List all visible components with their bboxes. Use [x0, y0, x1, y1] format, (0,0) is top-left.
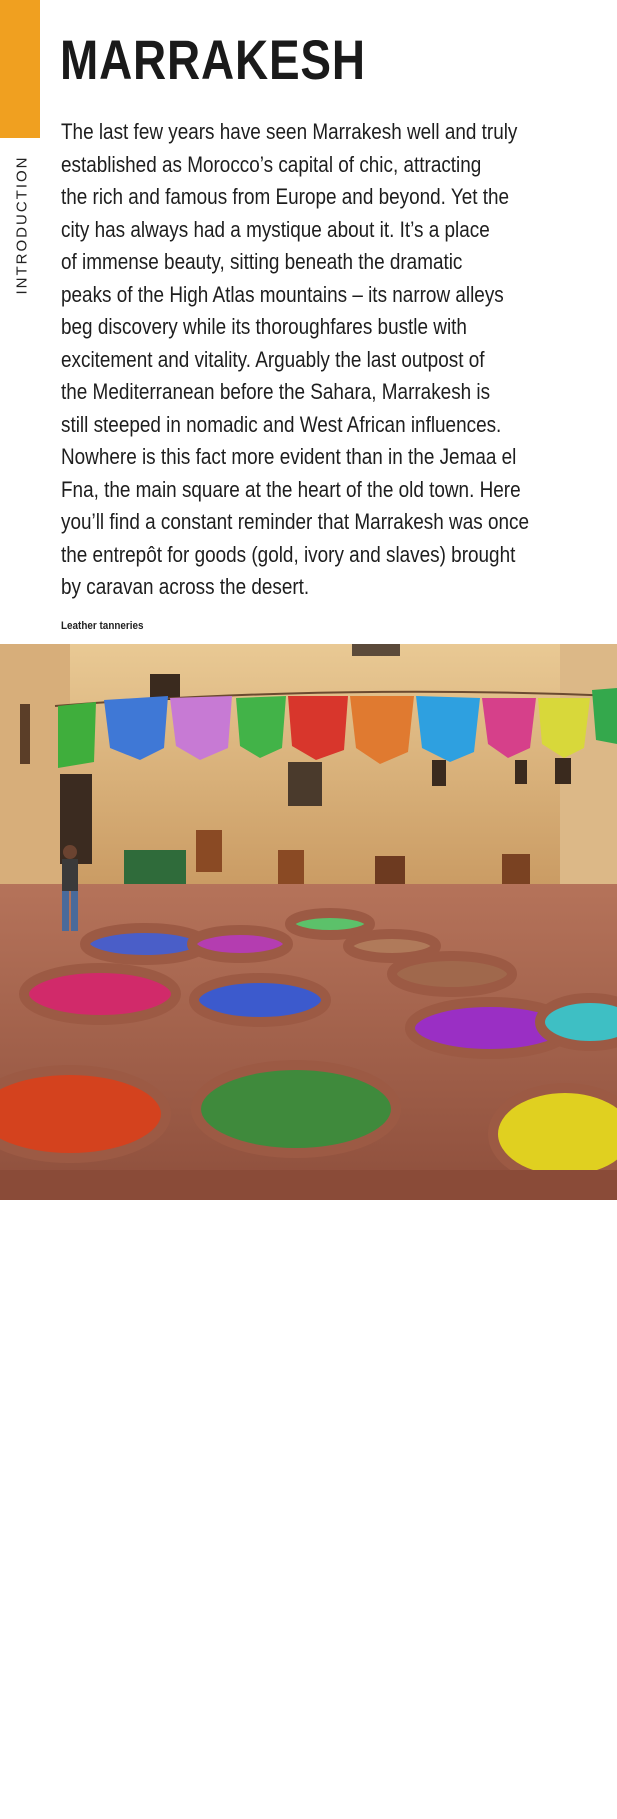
- paragraph-line: the Mediterranean before the Sahara, Marrakesh is: [61, 379, 491, 404]
- paragraph-line: excitement and vitality. Arguably the last outpost of: [61, 346, 485, 372]
- photo-caption: Leather tanneries: [61, 620, 144, 632]
- paragraph-line: you’ll find a constant reminder that Marrakesh was once: [61, 509, 529, 534]
- paragraph-line: still steeped in nomadic and West African influences.: [61, 411, 502, 437]
- page-title: MARRAKESH: [60, 28, 366, 91]
- paragraph-line: the entrepôt for goods (gold, ivory and slaves) brought: [61, 541, 516, 567]
- paragraph-line: city has always had a mystique about it. It’s a place: [61, 216, 490, 242]
- tannery-photo: [0, 644, 617, 1819]
- paragraph-line: Fna, the main square at the heart of the old town. Here: [61, 476, 521, 502]
- section-accent-bar: [0, 0, 40, 138]
- paragraph-line: peaks of the High Atlas mountains – its narrow alleys: [61, 281, 504, 307]
- paragraph-line: beg discovery while its thoroughfares bustle with: [61, 314, 467, 339]
- paragraph-line: The last few years have seen Marrakesh well and truly: [61, 119, 518, 144]
- paragraph-line: of immense beauty, sitting beneath the dramatic: [61, 249, 463, 274]
- section-label: INTRODUCTION: [13, 155, 31, 295]
- paragraph-line: by caravan across the desert.: [61, 574, 310, 599]
- paragraph-line: the rich and famous from Europe and beyond. Yet the: [61, 184, 510, 209]
- intro-paragraph: [61, 116, 543, 604]
- paragraph-line: established as Morocco’s capital of chic, attracting: [61, 151, 482, 177]
- paragraph-line: Nowhere is this fact more evident than in the Jemaa el: [61, 444, 517, 469]
- copyright-watermark: Copyrighted Material: [257, 1807, 360, 1819]
